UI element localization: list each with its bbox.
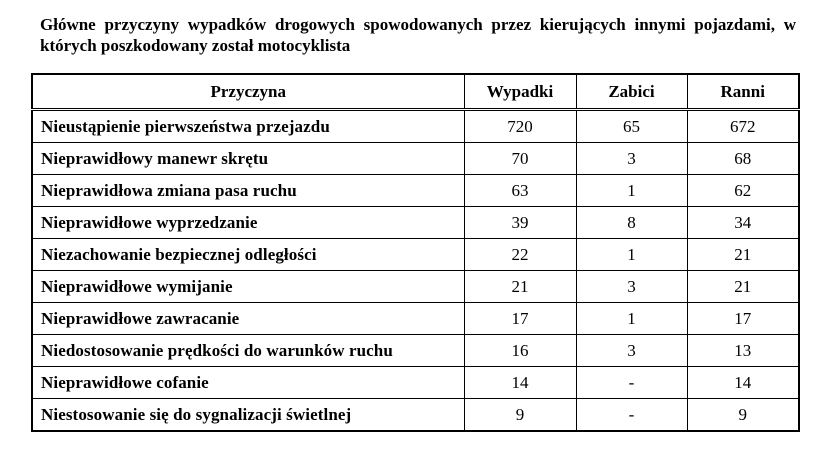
cell-injured: 9 [687, 399, 799, 432]
cell-cause: Niestosowanie się do sygnalizacji świetlnej [32, 399, 464, 432]
cell-accidents: 22 [464, 239, 576, 271]
cell-cause: Niezachowanie bezpiecznej odległości [32, 239, 464, 271]
header-cause: Przyczyna [32, 74, 464, 110]
table-row [32, 110, 799, 143]
table-row [32, 207, 799, 239]
cell-killed: 3 [576, 143, 687, 175]
cell-killed: 3 [576, 335, 687, 367]
accident-causes-table [31, 73, 800, 432]
cell-killed: - [576, 367, 687, 399]
cell-cause: Nieprawidłowe zawracanie [32, 303, 464, 335]
cell-killed: 3 [576, 271, 687, 303]
cell-cause: Niedostosowanie prędkości do warunków ruchu [32, 335, 464, 367]
cell-accidents: 39 [464, 207, 576, 239]
cell-cause: Nieprawidłowe wyprzedzanie [32, 207, 464, 239]
cell-accidents: 16 [464, 335, 576, 367]
cell-cause: Nieprawidłowe wymijanie [32, 271, 464, 303]
cell-injured: 17 [687, 303, 799, 335]
header-accidents: Wypadki [464, 74, 576, 110]
table-row [32, 271, 799, 303]
cell-cause: Nieustąpienie pierwszeństwa przejazdu [32, 110, 464, 143]
cell-accidents: 63 [464, 175, 576, 207]
cell-accidents: 21 [464, 271, 576, 303]
table-row [32, 367, 799, 399]
cell-injured: 68 [687, 143, 799, 175]
accident-causes-table-container [31, 73, 798, 432]
cell-killed: - [576, 399, 687, 432]
cell-injured: 34 [687, 207, 799, 239]
table-row [32, 143, 799, 175]
header-injured: Ranni [687, 74, 799, 110]
cell-injured: 13 [687, 335, 799, 367]
cell-cause: Nieprawidłowy manewr skrętu [32, 143, 464, 175]
header-killed: Zabici [576, 74, 687, 110]
cell-cause: Nieprawidłowa zmiana pasa ruchu [32, 175, 464, 207]
table-header-row [32, 74, 799, 110]
table-row [32, 399, 799, 432]
cell-accidents: 17 [464, 303, 576, 335]
cell-injured: 21 [687, 271, 799, 303]
cell-injured: 21 [687, 239, 799, 271]
cell-injured: 14 [687, 367, 799, 399]
cell-killed: 1 [576, 239, 687, 271]
table-row [32, 239, 799, 271]
cell-killed: 1 [576, 175, 687, 207]
cell-killed: 8 [576, 207, 687, 239]
cell-accidents: 70 [464, 143, 576, 175]
cell-accidents: 14 [464, 367, 576, 399]
table-row [32, 175, 799, 207]
table-title: Główne przyczyny wypadków drogowych spowodowanych przez kierujących innymi pojazdami, w których poszkodowany został motocyklista [40, 15, 796, 55]
cell-injured: 672 [687, 110, 799, 143]
cell-accidents: 720 [464, 110, 576, 143]
cell-killed: 65 [576, 110, 687, 143]
cell-accidents: 9 [464, 399, 576, 432]
table-row [32, 303, 799, 335]
cell-injured: 62 [687, 175, 799, 207]
cell-killed: 1 [576, 303, 687, 335]
cell-cause: Nieprawidłowe cofanie [32, 367, 464, 399]
table-row [32, 335, 799, 367]
